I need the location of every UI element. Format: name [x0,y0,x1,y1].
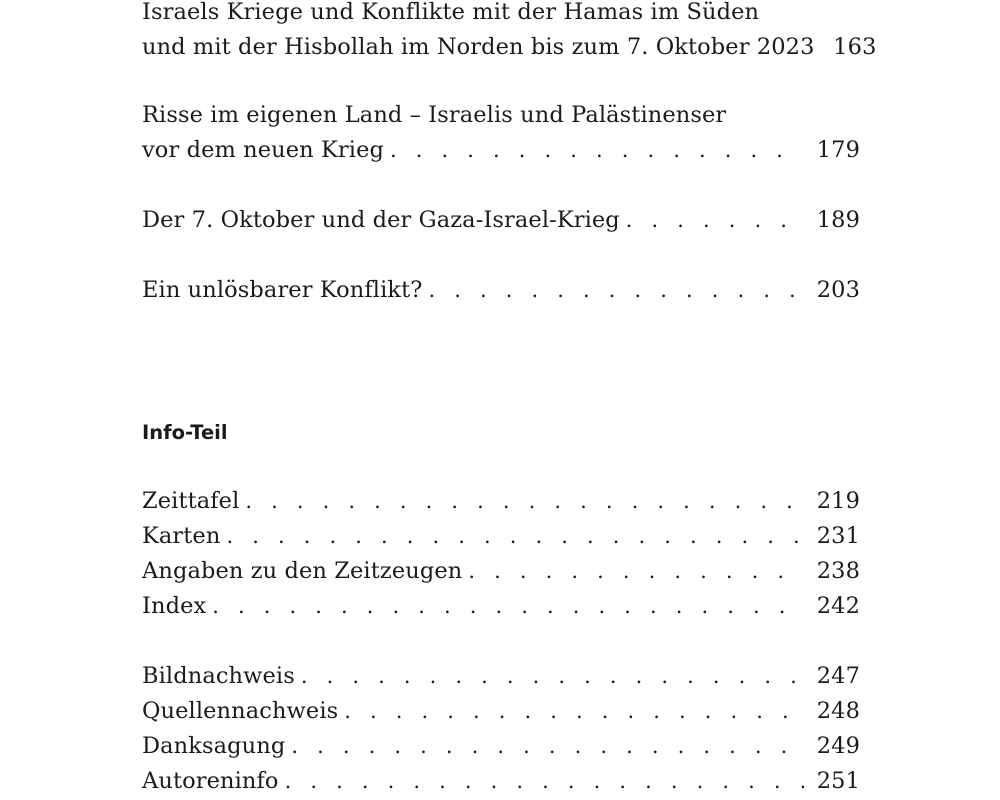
toc-entry [142,98,860,168]
toc-entry-title: Index [142,593,207,619]
page-number: 219 [816,488,860,514]
toc-entry [142,519,860,554]
page-number: 203 [816,277,860,303]
page-number: 238 [816,558,860,584]
toc-entry [142,694,860,729]
dot-leader [390,133,804,168]
toc-entry-last-line [142,659,860,694]
toc-entry [142,484,860,519]
toc-entry-last-line [142,729,860,764]
toc-entry [142,203,860,238]
toc-entry-title: Autoreninfo [142,768,279,794]
toc-entry-title: Ein unlösbarer Konflikt? [142,277,423,303]
toc-entry-title: Quellennachweis [142,698,339,724]
page-number: 251 [816,768,860,794]
toc-entry-title: vor dem neuen Krieg [142,137,385,163]
toc-entry-title: Karten [142,523,221,549]
toc-entry [142,764,860,799]
toc-entry [142,554,860,589]
toc-entry-title: Der 7. Oktober und der Gaza-Israel-Krieg [142,207,620,233]
toc-entry-last-line [142,694,860,729]
toc-entry-last-line [142,519,860,554]
toc-entry-last-line [142,589,860,624]
page-number: 189 [816,207,860,233]
dot-leader [226,519,804,554]
toc-entry-title-line: Risse im eigenen Land – Israelis und Palästinenser [142,102,727,128]
toc-entry-title: Danksagung [142,733,286,759]
toc-entry-last-line [142,203,860,238]
toc-entry-title: und mit der Hisbollah im Norden bis zum 7. Oktober 2023 [142,34,815,60]
toc-entry-title: Angaben zu den Zeitzeugen [142,558,463,584]
dot-leader [212,589,804,624]
toc-entry [142,589,860,624]
page-number: 231 [816,523,860,549]
dot-leader [291,729,804,764]
toc-entry [142,659,860,694]
toc-entry-title: Zeittafel [142,488,240,514]
page-number: 249 [816,733,860,759]
toc-entry-last-line [142,30,877,65]
dot-leader [468,554,804,589]
page-number: 248 [816,698,860,724]
dot-leader [626,203,804,238]
toc-entry-title: Bildnachweis [142,663,295,689]
dot-leader [285,764,804,799]
toc-entry-last-line [142,764,860,799]
dot-leader [301,659,804,694]
toc-entry-last-line [142,554,860,589]
page-number: 179 [816,137,860,163]
dot-leader [344,694,804,729]
toc-entry-last-line [142,273,860,308]
section-heading: Info-Teil [142,421,228,444]
toc-entry [142,729,860,764]
toc-entry [142,0,877,65]
toc-entry-last-line [142,484,860,519]
toc-entry-last-line [142,133,860,168]
toc-entry [142,273,860,308]
page-number: 242 [816,593,860,619]
page-number: 247 [816,663,860,689]
table-of-contents [142,0,877,800]
page-number: 163 [833,34,877,60]
dot-leader [245,484,804,519]
toc-entry-title-line: Israels Kriege und Konflikte mit der Hamas im Süden [142,0,760,25]
dot-leader [428,273,804,308]
